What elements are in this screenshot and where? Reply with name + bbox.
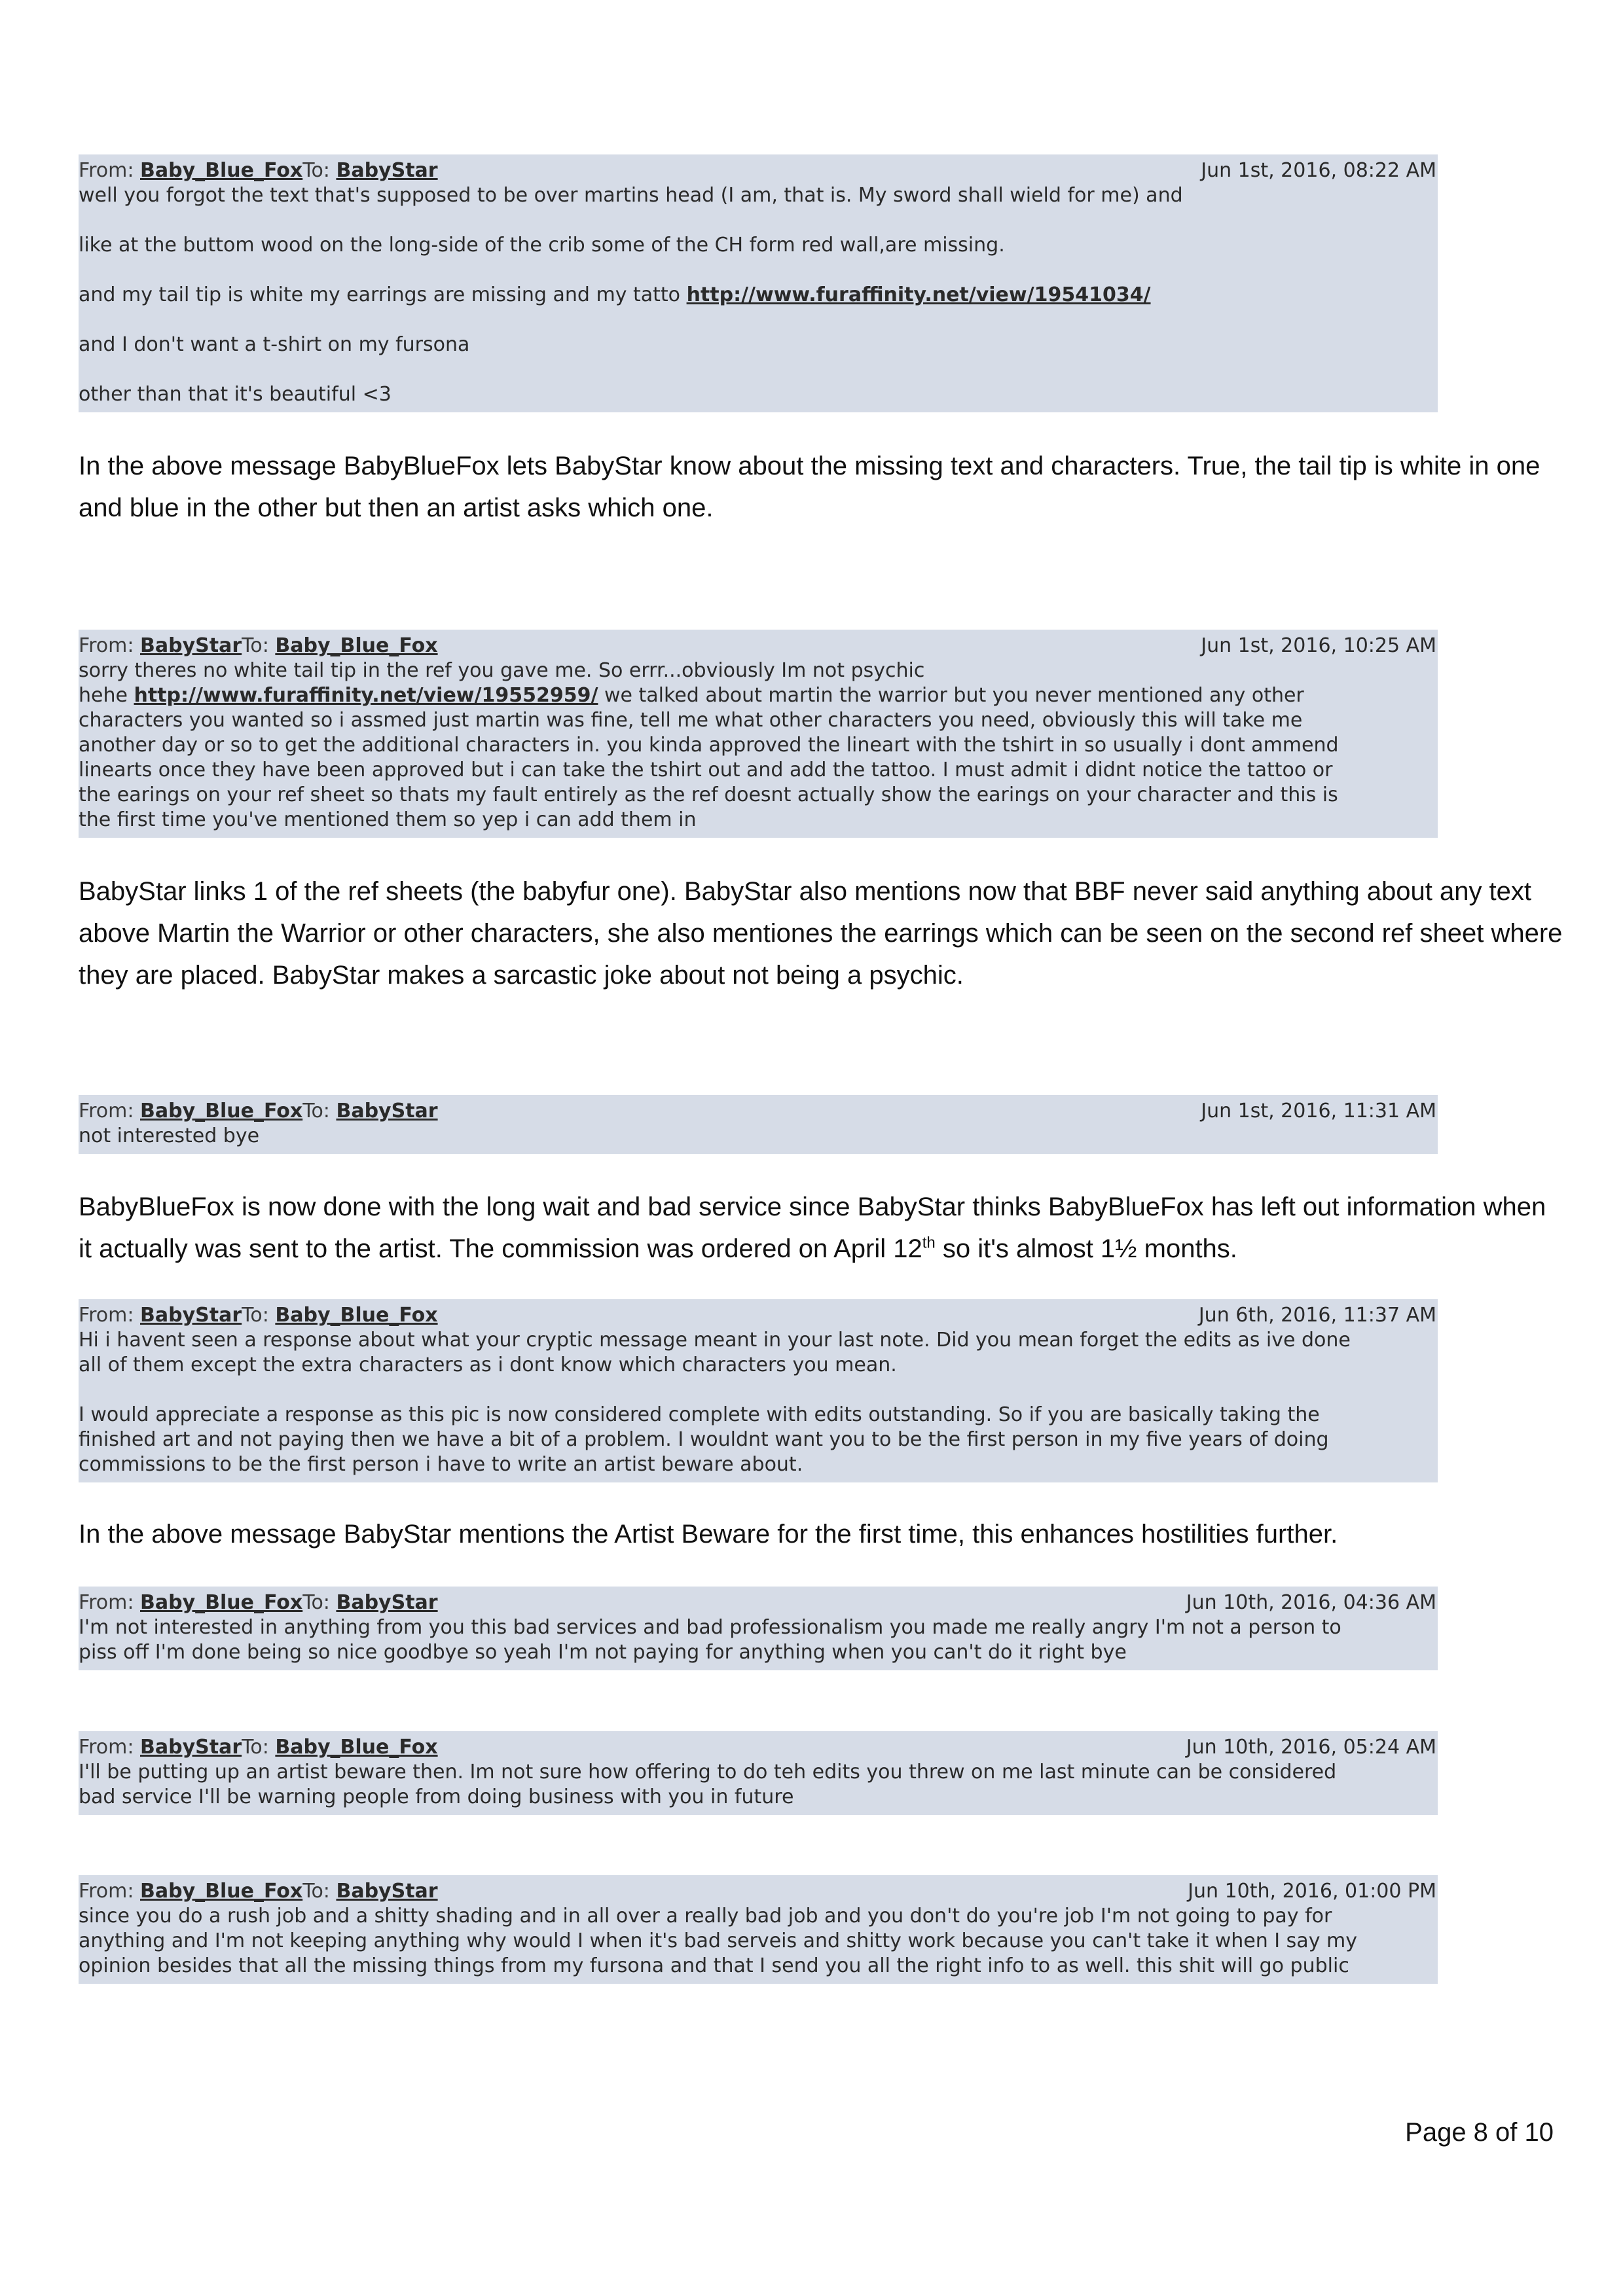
recipient-link[interactable]: Baby_Blue_Fox <box>275 1736 438 1759</box>
message-body: I'll be putting up an artist beware then. Im not sure how offering to do teh edits you threw on me last minute can be considered bad service I'll be warning people from doing business with you in future <box>79 1761 1337 1808</box>
message-2 <box>79 630 1438 838</box>
message-body: since you do a rush job and a shitty shading and in all over a really bad job and you don't do you're job I'm not going to pay for anything and I'm not keeping anything why would I when it's bad serveis and shitty work because you can't take it when I say my opinion besides that all the missing things from my fursona and that I send you all the right info to as well. this shit will go public <box>79 1905 1357 1977</box>
message-header: From: BabyStarTo: Baby_Blue_Fox Jun 6th, 2016, 11:37 AM <box>79 1304 1436 1327</box>
message-timestamp: Jun 10th, 2016, 01:00 PM <box>1188 1880 1436 1903</box>
commentary-1: In the above message BabyBlueFox lets BabyStar know about the missing text and characters. True, the tail tip is white in one and blue in the other but then an artist asks which one. <box>79 452 1541 522</box>
recipient-link[interactable]: BabyStar <box>336 1591 438 1614</box>
commentary-3: BabyBlueFox is now done with the long wait and bad service since BabyStar thinks BabyBlueFox has left out information when it actually was sent to the artist. The commission was ordered on April 12th so it's almost 1½ months. <box>79 1193 1546 1263</box>
sender-link[interactable]: BabyStar <box>139 1736 242 1759</box>
message-body: not interested bye <box>79 1124 260 1147</box>
commentary-4: In the above message BabyStar mentions the Artist Beware for the first time, this enhances hostilities further. <box>79 1520 1338 1549</box>
message-header: From: Baby_Blue_FoxTo: BabyStar Jun 1st, 2016, 08:22 AM <box>79 159 1436 182</box>
message-timestamp: Jun 10th, 2016, 05:24 AM <box>1186 1736 1436 1759</box>
message-4 <box>79 1299 1438 1482</box>
message-timestamp: Jun 1st, 2016, 10:25 AM <box>1201 634 1436 657</box>
message-7 <box>79 1875 1438 1984</box>
message-timestamp: Jun 10th, 2016, 04:36 AM <box>1186 1591 1436 1614</box>
sender-link[interactable]: Baby_Blue_Fox <box>139 1591 303 1614</box>
message-timestamp: Jun 1st, 2016, 11:31 AM <box>1201 1100 1436 1122</box>
sender-link[interactable]: BabyStar <box>139 1304 242 1327</box>
message-6 <box>79 1731 1438 1815</box>
message-3 <box>79 1095 1438 1154</box>
message-body: sorry theres no white tail tip in the ref you gave me. So errr...obviously Im not psychic hehe http://www.furaffinity.net/view/19552959/ we talked about martin the warrior but you never mentioned any other characters you wanted so i assmed just martin was fine, tell me what other characters you need, obviously this will take me another day or so to get the additional characters in. you kinda approved the lineart with the tshirt in so usually i dont ammend linearts once they have been approved but i can take the tshirt out and add the tattoo. I must admit i didnt notice the tattoo or the earings on your ref sheet so thats my fault entirely as the ref doesnt actually show the earings on your character and this is the first time you've mentioned them so yep i can add them in <box>79 659 1339 831</box>
recipient-link[interactable]: BabyStar <box>336 1100 438 1122</box>
page-number: Page 8 of 10 <box>1405 2118 1554 2147</box>
sender-link[interactable]: Baby_Blue_Fox <box>139 159 303 182</box>
message-header: From: Baby_Blue_FoxTo: BabyStar Jun 10th, 2016, 04:36 AM <box>79 1591 1436 1614</box>
message-timestamp: Jun 1st, 2016, 08:22 AM <box>1201 159 1436 182</box>
message-header: From: BabyStarTo: Baby_Blue_Fox Jun 10th, 2016, 05:24 AM <box>79 1736 1436 1759</box>
sender-link[interactable]: Baby_Blue_Fox <box>139 1100 303 1122</box>
message-body: Hi i havent seen a response about what your cryptic message meant in your last note. Did you mean forget the edits as ive done all of them except the extra characters as i dont know which characters you mean. I would appreciate a response as this pic is now considered complete with edits outstanding. So if you are basically taking the finished art and not paying then we have a bit of a problem. I wouldnt want you to be the first person in my five years of doing commissions to be the first person i have to write an artist beware about. <box>79 1329 1351 1476</box>
message-1 <box>79 154 1438 412</box>
tattoo-link[interactable]: http://www.furaffinity.net/view/19541034/ <box>686 283 1151 306</box>
sender-link[interactable]: Baby_Blue_Fox <box>139 1880 303 1903</box>
sender-link[interactable]: BabyStar <box>139 634 242 657</box>
message-header: From: Baby_Blue_FoxTo: BabyStar Jun 1st, 2016, 11:31 AM <box>79 1100 1436 1122</box>
message-body: well you forgot the text that's supposed to be over martins head (I am, that is. My sword shall wield for me) and like at the buttom wood on the long-side of the crib some of the CH form red wall,are missing. and my tail tip is white my earrings are missing and my tatto http://www.furaffinity.net/view/19541034/ and I don't want a t-shirt on my fursona other than that it's beautiful <3 <box>79 184 1183 406</box>
message-5 <box>79 1587 1438 1670</box>
commentary-2: BabyStar links 1 of the ref sheets (the babyfur one). BabyStar also mentions now that BBF never said anything about any text above Martin the Warrior or other characters, she also mentiones the earrings which can be seen on the second ref sheet where they are placed. BabyStar makes a sarcastic joke about not being a psychic. <box>79 877 1563 990</box>
recipient-link[interactable]: Baby_Blue_Fox <box>275 1304 438 1327</box>
recipient-link[interactable]: Baby_Blue_Fox <box>275 634 438 657</box>
message-header: From: Baby_Blue_FoxTo: BabyStar Jun 10th, 2016, 01:00 PM <box>79 1880 1436 1903</box>
message-body: I'm not interested in anything from you this bad services and bad professionalism you made me really angry I'm not a person to piss off I'm done being so nice goodbye so yeah I'm not paying for anything when you can't do it right bye <box>79 1616 1341 1664</box>
recipient-link[interactable]: BabyStar <box>336 159 438 182</box>
ref-sheet-link[interactable]: http://www.furaffinity.net/view/19552959/ <box>134 684 598 707</box>
message-header: From: BabyStarTo: Baby_Blue_Fox Jun 1st, 2016, 10:25 AM <box>79 634 1436 657</box>
message-timestamp: Jun 6th, 2016, 11:37 AM <box>1198 1304 1436 1327</box>
recipient-link[interactable]: BabyStar <box>336 1880 438 1903</box>
